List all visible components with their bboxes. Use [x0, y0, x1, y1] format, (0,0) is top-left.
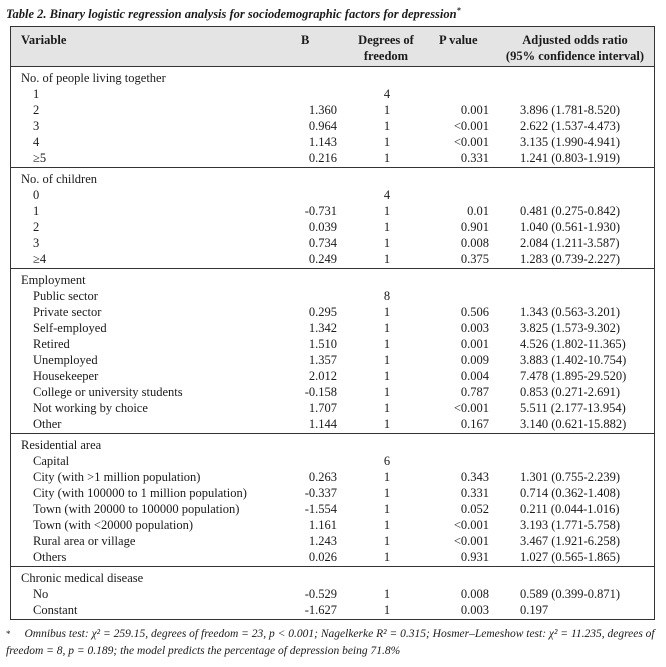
- cell-variable: 4: [33, 135, 40, 149]
- cell-variable: 1: [33, 87, 40, 101]
- cell-b: 1.510: [308, 337, 337, 351]
- cell-p-value: 0.375: [460, 252, 489, 266]
- cell-degrees-of-freedom: 1: [383, 305, 391, 319]
- table-row: [11, 304, 654, 320]
- group-header-row: [11, 570, 654, 586]
- cell-variable: Public sector: [33, 289, 98, 303]
- cell-p-value: <0.001: [453, 119, 489, 133]
- cell-degrees-of-freedom: 1: [383, 550, 391, 564]
- cell-odds-ratio: 0.211 (0.044-1.016): [520, 502, 620, 516]
- cell-degrees-of-freedom: 1: [383, 337, 391, 351]
- group-separator: [11, 268, 654, 269]
- group-label: Employment: [21, 273, 86, 287]
- col-header-or: [497, 32, 653, 64]
- cell-b: -0.731: [304, 204, 337, 218]
- cell-p-value: 0.167: [460, 417, 489, 431]
- cell-b: 0.734: [308, 236, 337, 250]
- cell-degrees-of-freedom: 1: [383, 369, 391, 383]
- cell-b: 1.360: [308, 103, 337, 117]
- cell-variable: 2: [33, 220, 40, 234]
- table-row: [11, 384, 654, 400]
- cell-variable: City (with >1 million population): [33, 470, 201, 484]
- cell-variable: Housekeeper: [33, 369, 99, 383]
- group-label: Residential area: [21, 438, 102, 452]
- table-row: [11, 368, 654, 384]
- cell-degrees-of-freedom: 1: [383, 135, 391, 149]
- group-label: No. of children: [21, 172, 98, 186]
- cell-odds-ratio: 0.197: [520, 603, 549, 617]
- cell-b: 1.243: [308, 534, 337, 548]
- table-row: [11, 400, 654, 416]
- cell-odds-ratio: 5.511 (2.177-13.954): [520, 401, 626, 415]
- cell-degrees-of-freedom: 1: [383, 470, 391, 484]
- col-header-or-line2: (95% confidence interval): [505, 49, 645, 63]
- cell-degrees-of-freedom: 1: [383, 220, 391, 234]
- table-row: [11, 485, 654, 501]
- cell-degrees-of-freedom: 1: [383, 353, 391, 367]
- table-row: [11, 517, 654, 533]
- cell-variable: Not working by choice: [33, 401, 148, 415]
- table-row: [11, 533, 654, 549]
- cell-variable: Constant: [33, 603, 78, 617]
- group-header-row: [11, 272, 654, 288]
- cell-odds-ratio: 3.883 (1.402-10.754): [520, 353, 627, 367]
- cell-b: 0.039: [308, 220, 337, 234]
- group-label: Chronic medical disease: [21, 571, 144, 585]
- cell-b: -0.158: [304, 385, 337, 399]
- cell-b: -0.529: [304, 587, 337, 601]
- cell-b: 1.144: [308, 417, 337, 431]
- cell-degrees-of-freedom: 1: [383, 236, 391, 250]
- cell-p-value: <0.001: [453, 401, 489, 415]
- cell-odds-ratio: 3.140 (0.621-15.882): [520, 417, 627, 431]
- cell-b: 1.357: [308, 353, 337, 367]
- cell-b: 0.263: [308, 470, 337, 484]
- cell-variable: Other: [33, 417, 62, 431]
- cell-b: 1.161: [308, 518, 337, 532]
- cell-degrees-of-freedom: 4: [383, 188, 391, 202]
- cell-degrees-of-freedom: 1: [383, 417, 391, 431]
- cell-degrees-of-freedom: 1: [383, 204, 391, 218]
- cell-degrees-of-freedom: 8: [383, 289, 391, 303]
- cell-p-value: 0.331: [460, 486, 489, 500]
- group-separator: [11, 566, 654, 567]
- cell-b: 0.295: [308, 305, 337, 319]
- cell-b: 1.143: [308, 135, 337, 149]
- table-row: [11, 549, 654, 565]
- cell-variable: Capital: [33, 454, 70, 468]
- group-header-row: [11, 70, 654, 86]
- cell-b: 2.012: [308, 369, 337, 383]
- table-row: [11, 288, 654, 304]
- cell-p-value: 0.001: [460, 337, 489, 351]
- col-header-or-line1: Adjusted odds ratio: [522, 33, 628, 47]
- cell-b: 0.964: [308, 119, 337, 133]
- table-footnote: [6, 626, 660, 660]
- cell-degrees-of-freedom: 1: [383, 119, 391, 133]
- table-row: [11, 187, 654, 203]
- cell-b: 0.249: [308, 252, 337, 266]
- cell-odds-ratio: 3.896 (1.781-8.520): [520, 103, 620, 117]
- cell-variable: 2: [33, 103, 40, 117]
- cell-b: 0.216: [308, 151, 337, 165]
- cell-odds-ratio: 3.825 (1.573-9.302): [520, 321, 620, 335]
- cell-p-value: 0.009: [460, 353, 489, 367]
- cell-p-value: 0.931: [460, 550, 489, 564]
- cell-degrees-of-freedom: 1: [383, 603, 391, 617]
- col-header-df-line1: Degrees of: [358, 33, 414, 47]
- table-row: [11, 203, 654, 219]
- cell-p-value: 0.01: [467, 204, 489, 218]
- table-title-text: Table 2. Binary logistic regression analysis for sociodemographic factors for depression: [6, 7, 457, 22]
- cell-odds-ratio: 1.343 (0.563-3.201): [520, 305, 620, 319]
- cell-variable: No: [33, 587, 49, 601]
- cell-b: 1.342: [308, 321, 337, 335]
- cell-p-value: 0.506: [460, 305, 489, 319]
- cell-b: -1.627: [304, 603, 337, 617]
- cell-p-value: 0.008: [460, 587, 489, 601]
- table-row: [11, 320, 654, 336]
- group-separator: [11, 167, 654, 168]
- cell-variable: 0: [33, 188, 40, 202]
- cell-variable: 3: [33, 236, 40, 250]
- cell-p-value: 0.787: [460, 385, 489, 399]
- cell-p-value: <0.001: [453, 518, 489, 532]
- cell-b: -1.554: [304, 502, 337, 516]
- cell-odds-ratio: 4.526 (1.802-11.365): [520, 337, 626, 351]
- cell-odds-ratio: 1.241 (0.803-1.919): [520, 151, 620, 165]
- cell-degrees-of-freedom: 1: [383, 587, 391, 601]
- cell-variable: ≥4: [33, 252, 47, 266]
- cell-p-value: 0.003: [460, 603, 489, 617]
- cell-variable: Others: [33, 550, 67, 564]
- title-footnote-mark: *: [456, 6, 461, 15]
- cell-variable: Town (with 20000 to 100000 population): [33, 502, 240, 516]
- cell-variable: Town (with <20000 population): [33, 518, 193, 532]
- table-row: [11, 134, 654, 150]
- cell-variable: Rural area or village: [33, 534, 136, 548]
- table-row: [11, 586, 654, 602]
- cell-variable: ≥5: [33, 151, 47, 165]
- cell-p-value: 0.331: [460, 151, 489, 165]
- cell-odds-ratio: 0.714 (0.362-1.408): [520, 486, 620, 500]
- cell-p-value: <0.001: [453, 534, 489, 548]
- footnote-text: Omnibus test: χ² = 259.15, degrees of freedom = 23, p < 0.001; Nagelkerke R² = 0.315; Hosmer–Lemeshow test: χ² = 11.235, degrees of freedom = 8, p = 0.189; the model predicts the percentage of depression being 71.8%: [6, 628, 655, 657]
- cell-p-value: <0.001: [453, 135, 489, 149]
- cell-odds-ratio: 0.853 (0.271-2.691): [520, 385, 620, 399]
- table-row: [11, 150, 654, 166]
- cell-degrees-of-freedom: 1: [383, 401, 391, 415]
- table-row: [11, 469, 654, 485]
- cell-b: -0.337: [304, 486, 337, 500]
- cell-p-value: 0.343: [460, 470, 489, 484]
- cell-degrees-of-freedom: 1: [383, 252, 391, 266]
- cell-odds-ratio: 3.193 (1.771-5.758): [520, 518, 620, 532]
- table-title: [6, 6, 461, 22]
- cell-p-value: 0.008: [460, 236, 489, 250]
- cell-p-value: 0.052: [460, 502, 489, 516]
- cell-degrees-of-freedom: 6: [383, 454, 391, 468]
- cell-p-value: 0.001: [460, 103, 489, 117]
- cell-degrees-of-freedom: 1: [383, 151, 391, 165]
- table-row: [11, 219, 654, 235]
- cell-degrees-of-freedom: 4: [383, 87, 391, 101]
- cell-odds-ratio: 2.084 (1.211-3.587): [520, 236, 620, 250]
- group-header-row: [11, 171, 654, 187]
- cell-degrees-of-freedom: 1: [383, 502, 391, 516]
- cell-odds-ratio: 2.622 (1.537-4.473): [520, 119, 620, 133]
- table-row: [11, 251, 654, 267]
- col-header-p: P value: [439, 33, 478, 47]
- cell-odds-ratio: 7.478 (1.895-29.520): [520, 369, 627, 383]
- table-row: [11, 118, 654, 134]
- table-row: [11, 416, 654, 432]
- table-row: [11, 501, 654, 517]
- cell-variable: Self-employed: [33, 321, 107, 335]
- cell-variable: Unemployed: [33, 353, 98, 367]
- col-header-df: [351, 32, 421, 64]
- cell-odds-ratio: 1.027 (0.565-1.865): [520, 550, 620, 564]
- cell-odds-ratio: 3.467 (1.921-6.258): [520, 534, 620, 548]
- cell-b: 1.707: [308, 401, 337, 415]
- cell-degrees-of-freedom: 1: [383, 518, 391, 532]
- cell-odds-ratio: 1.301 (0.755-2.239): [520, 470, 620, 484]
- cell-variable: 3: [33, 119, 40, 133]
- cell-degrees-of-freedom: 1: [383, 103, 391, 117]
- cell-degrees-of-freedom: 1: [383, 321, 391, 335]
- group-header-row: [11, 437, 654, 453]
- cell-variable: Retired: [33, 337, 70, 351]
- cell-odds-ratio: 1.283 (0.739-2.227): [520, 252, 620, 266]
- cell-p-value: 0.004: [460, 369, 489, 383]
- col-header-b: B: [301, 33, 310, 47]
- cell-odds-ratio: 1.040 (0.561-1.930): [520, 220, 620, 234]
- cell-variable: Private sector: [33, 305, 102, 319]
- table-row: [11, 352, 654, 368]
- table-row: [11, 453, 654, 469]
- table-row: [11, 235, 654, 251]
- col-header-df-line2: freedom: [363, 49, 409, 63]
- table-row: [11, 336, 654, 352]
- cell-degrees-of-freedom: 1: [383, 385, 391, 399]
- table-row: [11, 102, 654, 118]
- cell-odds-ratio: 0.481 (0.275-0.842): [520, 204, 620, 218]
- cell-variable: City (with 100000 to 1 million population): [33, 486, 247, 500]
- table-row: [11, 602, 654, 618]
- col-header-variable: Variable: [21, 33, 67, 47]
- regression-table: [10, 26, 655, 620]
- cell-odds-ratio: 3.135 (1.990-4.941): [520, 135, 620, 149]
- cell-degrees-of-freedom: 1: [383, 486, 391, 500]
- cell-odds-ratio: 0.589 (0.399-0.871): [520, 587, 620, 601]
- cell-variable: 1: [33, 204, 40, 218]
- cell-degrees-of-freedom: 1: [383, 534, 391, 548]
- table-header: [11, 27, 654, 67]
- cell-b: 0.026: [308, 550, 337, 564]
- cell-variable: College or university students: [33, 385, 183, 399]
- cell-p-value: 0.003: [460, 321, 489, 335]
- table-row: [11, 86, 654, 102]
- group-separator: [11, 433, 654, 434]
- footnote-mark: *: [6, 629, 11, 639]
- group-label: No. of people living together: [21, 71, 166, 85]
- cell-p-value: 0.901: [460, 220, 489, 234]
